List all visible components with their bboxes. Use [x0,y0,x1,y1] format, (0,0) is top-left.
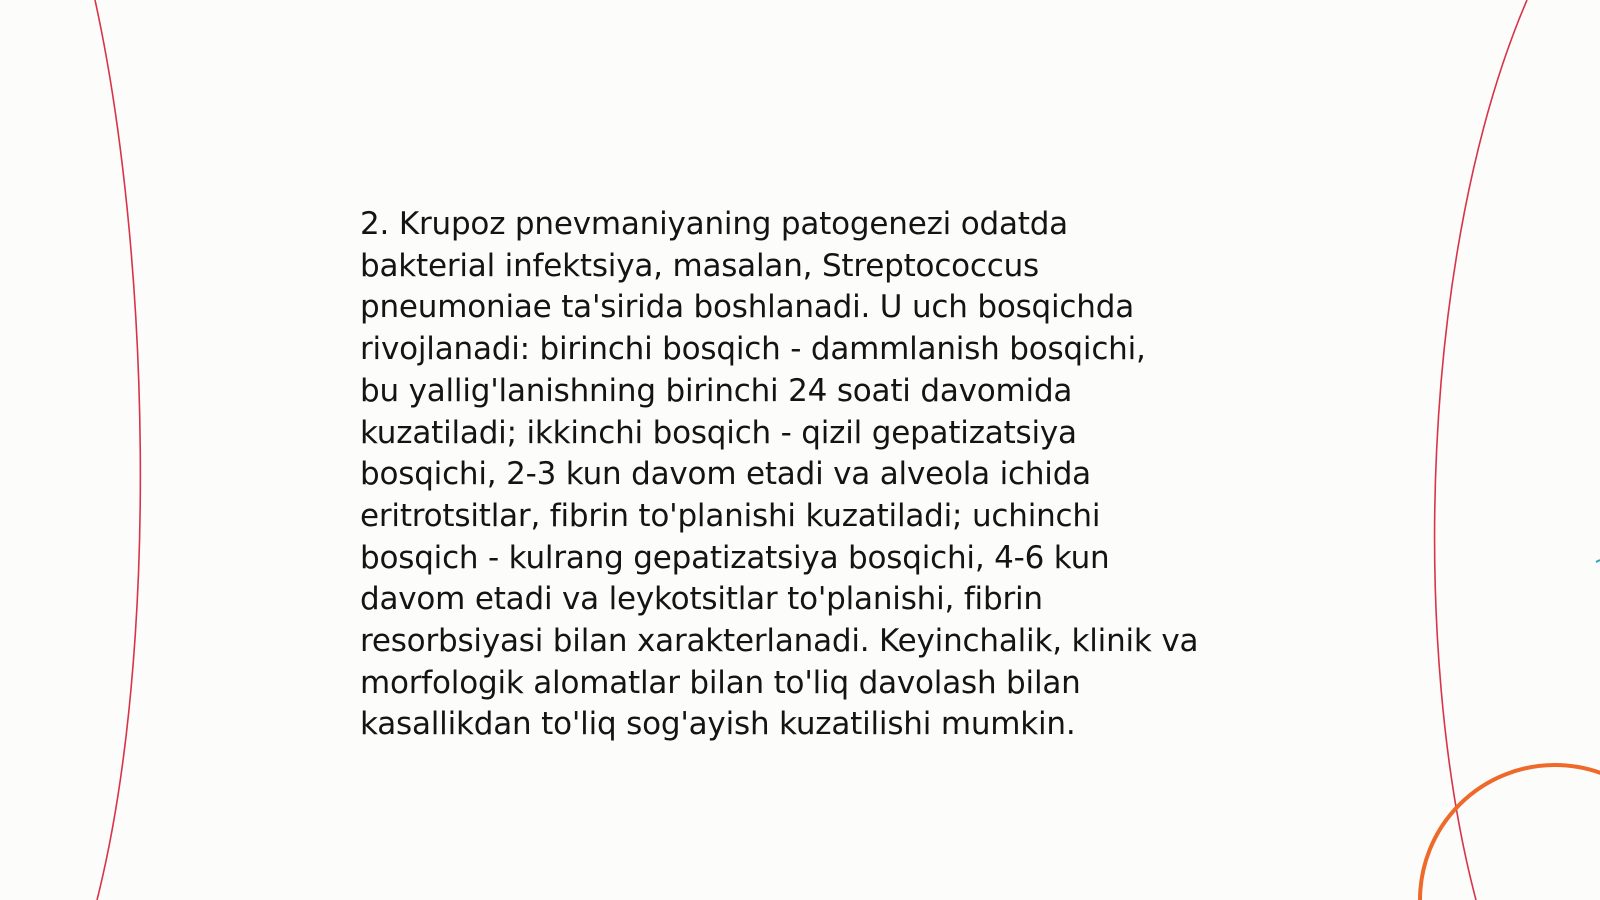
text-line: resorbsiyasi bilan xarakterlanadi. Keyinchalik, klinik va [360,623,1199,660]
right-decorative-curve [1435,0,1527,900]
text-line: bosqich - kulrang gepatizatsiya bosqichi, 4-6 kun [360,539,1110,576]
text-line: eritrotsitlar, fibrin to'planishi kuzatiladi; uchinchi [360,497,1101,534]
left-decorative-curve [95,0,140,900]
text-line: pneumoniae ta'sirida boshlanadi. U uch bosqichda [360,289,1134,326]
text-line: morfologik alomatlar bilan to'liq davolash bilan [360,664,1081,701]
text-line: 2. Krupoz pnevmaniyaning patogenezi odatda [360,206,1068,242]
text-line: bakterial infektsiya, masalan, Streptococcus [360,247,1040,284]
text-line: rivojlanadi: birinchi bosqich - dammlanish bosqichi, [360,331,1146,368]
orange-decorative-circle [1420,765,1600,900]
text-line: bosqichi, 2-3 kun davom etadi va alveola ichida [360,456,1091,493]
text-line: bu yallig'lanishning birinchi 24 soati davomida [360,372,1073,409]
teal-accent-mark [1596,560,1600,562]
text-line: davom etadi va leykotsitlar to'planishi, fibrin [360,581,1043,618]
text-line: kasallikdan to'liq sog'ayish kuzatilishi mumkin. [360,706,1076,743]
body-text [360,204,1260,746]
text-line: kuzatiladi; ikkinchi bosqich - qizil gepatizatsiya [360,414,1077,451]
